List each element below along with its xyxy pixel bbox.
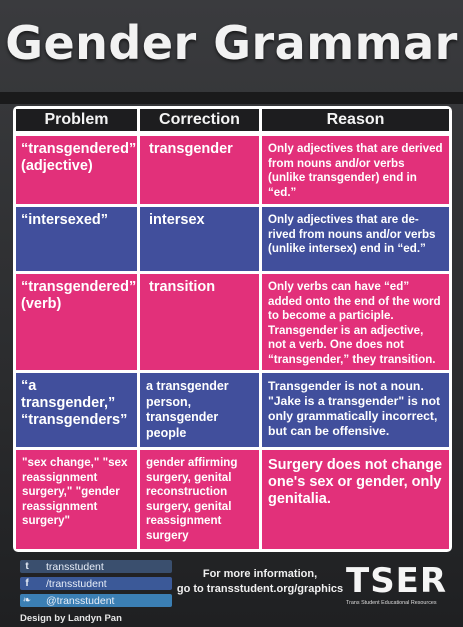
correction-cell: gender affirming surgery, genital reconstruction surgery, genital reassignment surgery [140,450,259,549]
table-header [13,106,452,134]
header-problem: Problem [16,109,137,131]
header-correction: Correction [140,109,259,131]
reason-cell: Only verbs can have “ed” added onto the end of the word to become a participle. Transgender is an adjective, not a verb. One does not “transgender,” they transition. [262,274,449,370]
correction-cell: intersex [140,207,259,271]
tumblr-icon: t [25,561,29,572]
designer-credit: Design by Landyn Pan [20,613,122,624]
footer [0,556,463,627]
table-row [13,450,452,549]
reason-cell: Transgender is not a noun. "Jake is a transgender" is not only grammatically incorrect, but can be offensive. [262,373,449,447]
tser-subtitle: Trans Student Educational Resources [346,600,437,606]
more-info [172,567,348,597]
twitter-link[interactable] [20,594,172,607]
page-title: Gender Grammar [5,16,458,70]
problem-cell: “intersexed” [16,207,137,271]
more-info-link[interactable]: go to transstudent.org/graphics [176,583,344,595]
correction-cell: transgender [140,136,259,204]
problem-cell: “transgendered” (adjective) [16,136,137,204]
problem-cell: "sex change," "sex reassignment surgery," "gender reassignment surgery" [16,450,137,549]
reason-cell: Surgery does not change one's sex or gender, only genitalia. [262,450,449,549]
title-divider [0,92,463,104]
tser-logo: TSER [346,561,448,601]
problem-cell: “a transgender,” “transgenders” [16,373,137,447]
correction-cell: a transgender person, transgender people [140,373,259,447]
header-reason: Reason [262,109,449,131]
twitter-icon: ❧ [22,595,32,606]
twitter-label: @transstudent [46,594,115,607]
table-row [13,207,452,271]
reason-cell: Only adjectives that are derived from nouns and/or verbs (unlike transgender) end in “ed.” [262,136,449,204]
facebook-link[interactable] [20,577,172,590]
tumblr-label: transstudent [46,560,104,573]
table-row [13,274,452,370]
facebook-label: /transstudent [46,577,107,590]
correction-cell: transition [140,274,259,370]
facebook-icon: f [25,578,29,589]
tumblr-link[interactable] [20,560,172,573]
more-info-line1: For more information, [202,568,318,580]
problem-cell: “transgendered” (verb) [16,274,137,370]
table-row [13,373,452,447]
reason-cell: Only adjectives that are de- rived from nouns and/or verbs (unlike intersex) end in “ed.” [262,207,449,271]
grammar-table [13,106,452,552]
table-row [13,136,452,204]
